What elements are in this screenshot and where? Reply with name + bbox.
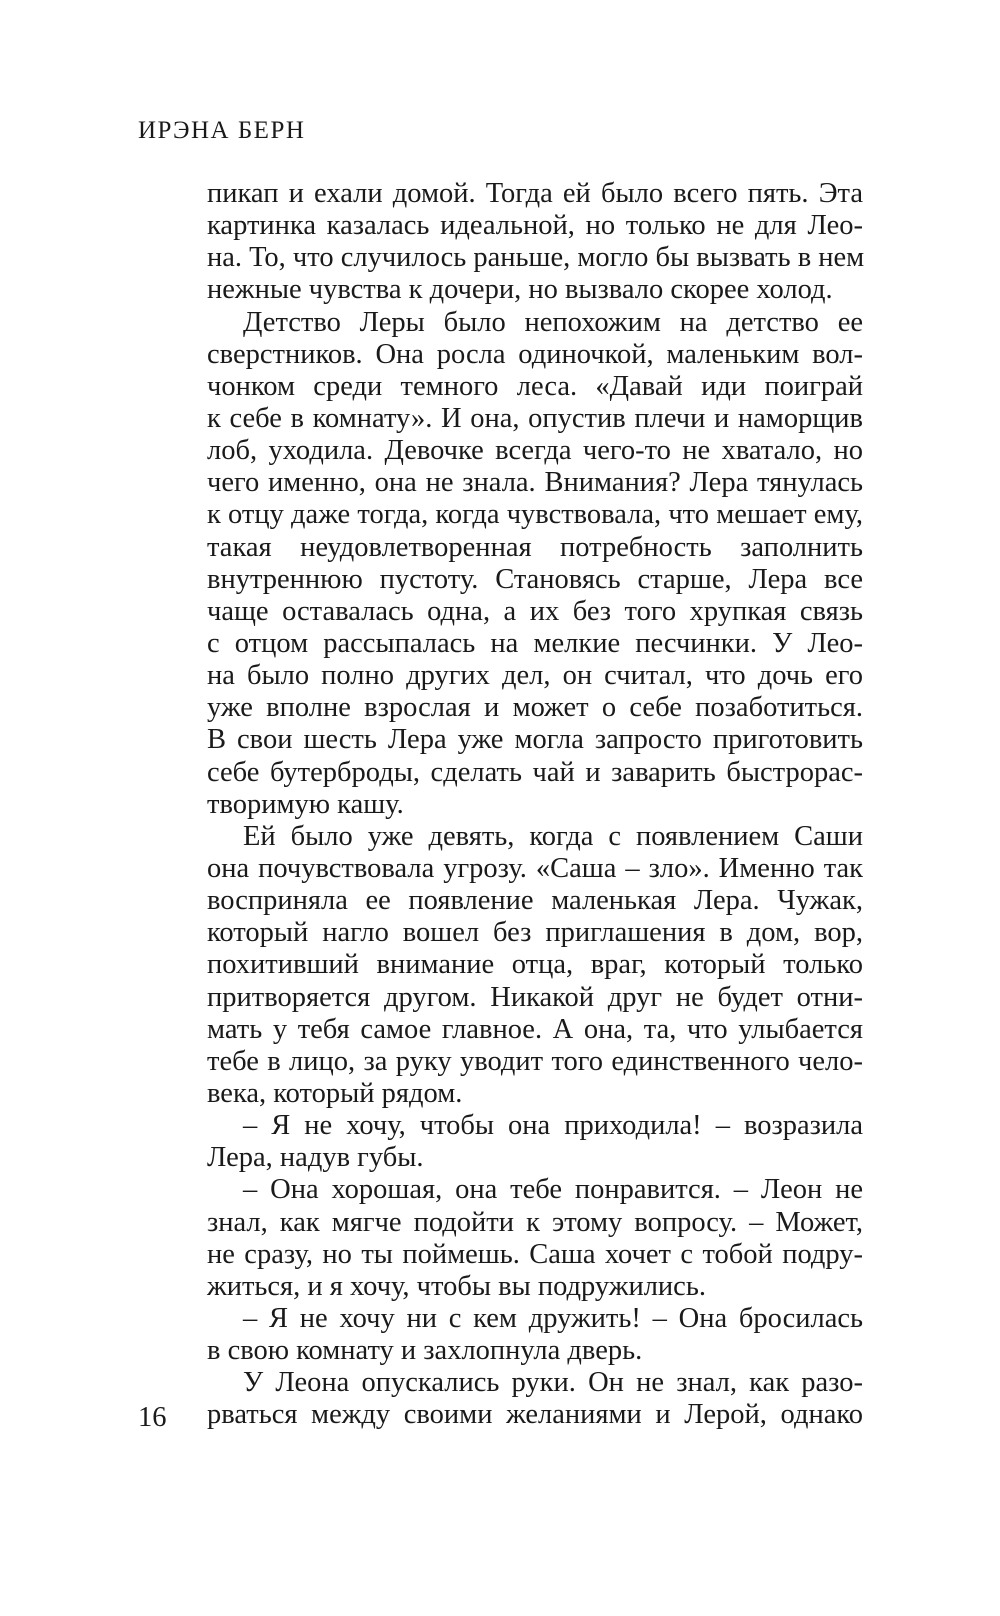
text-line: уже вполне взрослая и может о себе позаботиться.	[207, 692, 863, 724]
text-line: к отцу даже тогда, когда чувствовала, что мешает ему,	[207, 499, 863, 531]
text-line: пикап и ехали домой. Тогда ей было всего пять. Эта	[207, 178, 863, 209]
page-number: 16	[138, 1402, 167, 1433]
text-line: с отцом рассыпалась на мелкие песчинки. У Лео-	[207, 627, 863, 659]
text-line: знал, как мягче подойти к этому вопросу. – Может,	[207, 1206, 863, 1238]
text-line: который нагло вошел без приглашения в дом, вор,	[207, 917, 863, 949]
text-line: сверстников. Она росла одиночкой, маленьким вол-	[207, 338, 863, 370]
text-line: – Она хорошая, она тебе понравится. – Леон не	[243, 1174, 863, 1206]
text-line: – Я не хочу, чтобы она приходила! – возразила	[243, 1110, 863, 1142]
text-line: восприняла ее появление маленькая Лера. Чужак,	[207, 885, 863, 917]
text-line: нежные чувства к дочери, но вызвало скорее холод.	[207, 274, 833, 306]
text-line: картинка казалась идеальной, но только не для Лео-	[207, 210, 863, 242]
text-line: похитивший внимание отца, враг, который только	[207, 949, 863, 981]
text-line: она почувствовала угрозу. «Саша – зло». Именно так	[207, 852, 863, 884]
text-line: чего именно, она не знала. Внимания? Лера тянулась	[207, 467, 863, 499]
text-line: такая неудовлетворенная потребность заполнить	[207, 531, 863, 563]
text-line: чонком среди темного леса. «Давай иди поиграй	[207, 370, 863, 402]
body-text	[207, 178, 863, 1431]
text-line: мать у тебя самое главное. А она, та, что улыбается	[207, 1013, 863, 1045]
text-line: У Леона опускались руки. Он не знал, как разо-	[243, 1367, 863, 1399]
text-line: житься, и я хочу, чтобы вы подружились.	[207, 1270, 706, 1302]
text-line: притворяется другом. Никакой друг не будет отни-	[207, 981, 863, 1013]
text-line: внутреннюю пустоту. Становясь старше, Лера все	[207, 563, 863, 595]
text-line: себе бутерброды, сделать чай и заварить быстрорас-	[207, 756, 863, 788]
text-line: лоб, уходила. Девочке всегда чего-то не хватало, но	[207, 435, 863, 467]
text-line: В свои шесть Лера уже могла запросто приготовить	[207, 724, 863, 756]
text-line: на было полно других дел, он считал, что дочь его	[207, 660, 863, 692]
text-line: тебе в лицо, за руку уводит того единственного чело-	[207, 1045, 863, 1077]
text-line: – Я не хочу ни с кем дружить! – Она бросилась	[243, 1302, 863, 1334]
text-line: на. То, что случилось раньше, могло бы вызвать в нем	[207, 242, 865, 274]
text-line: века, который рядом.	[207, 1077, 463, 1109]
text-line: в свою комнату и захлопнула дверь.	[207, 1335, 643, 1367]
running-header: ИРЭНА БЕРН	[138, 117, 306, 144]
text-line: Ей было уже девять, когда с появлением Саши	[243, 820, 863, 852]
text-line: чаще оставалась одна, а их без того хрупкая связь	[207, 595, 863, 627]
text-line: творимую кашу.	[207, 788, 404, 820]
text-line: к себе в комнату». И она, опустив плечи и наморщив	[207, 402, 863, 434]
text-line: Детство Леры было непохожим на детство ее	[243, 306, 863, 338]
text-line: рваться между своими желаниями и Лерой, однако	[207, 1399, 863, 1431]
text-line: Лера, надув губы.	[207, 1142, 424, 1174]
text-line: не сразу, но ты поймешь. Саша хочет с тобой подру-	[207, 1238, 863, 1270]
